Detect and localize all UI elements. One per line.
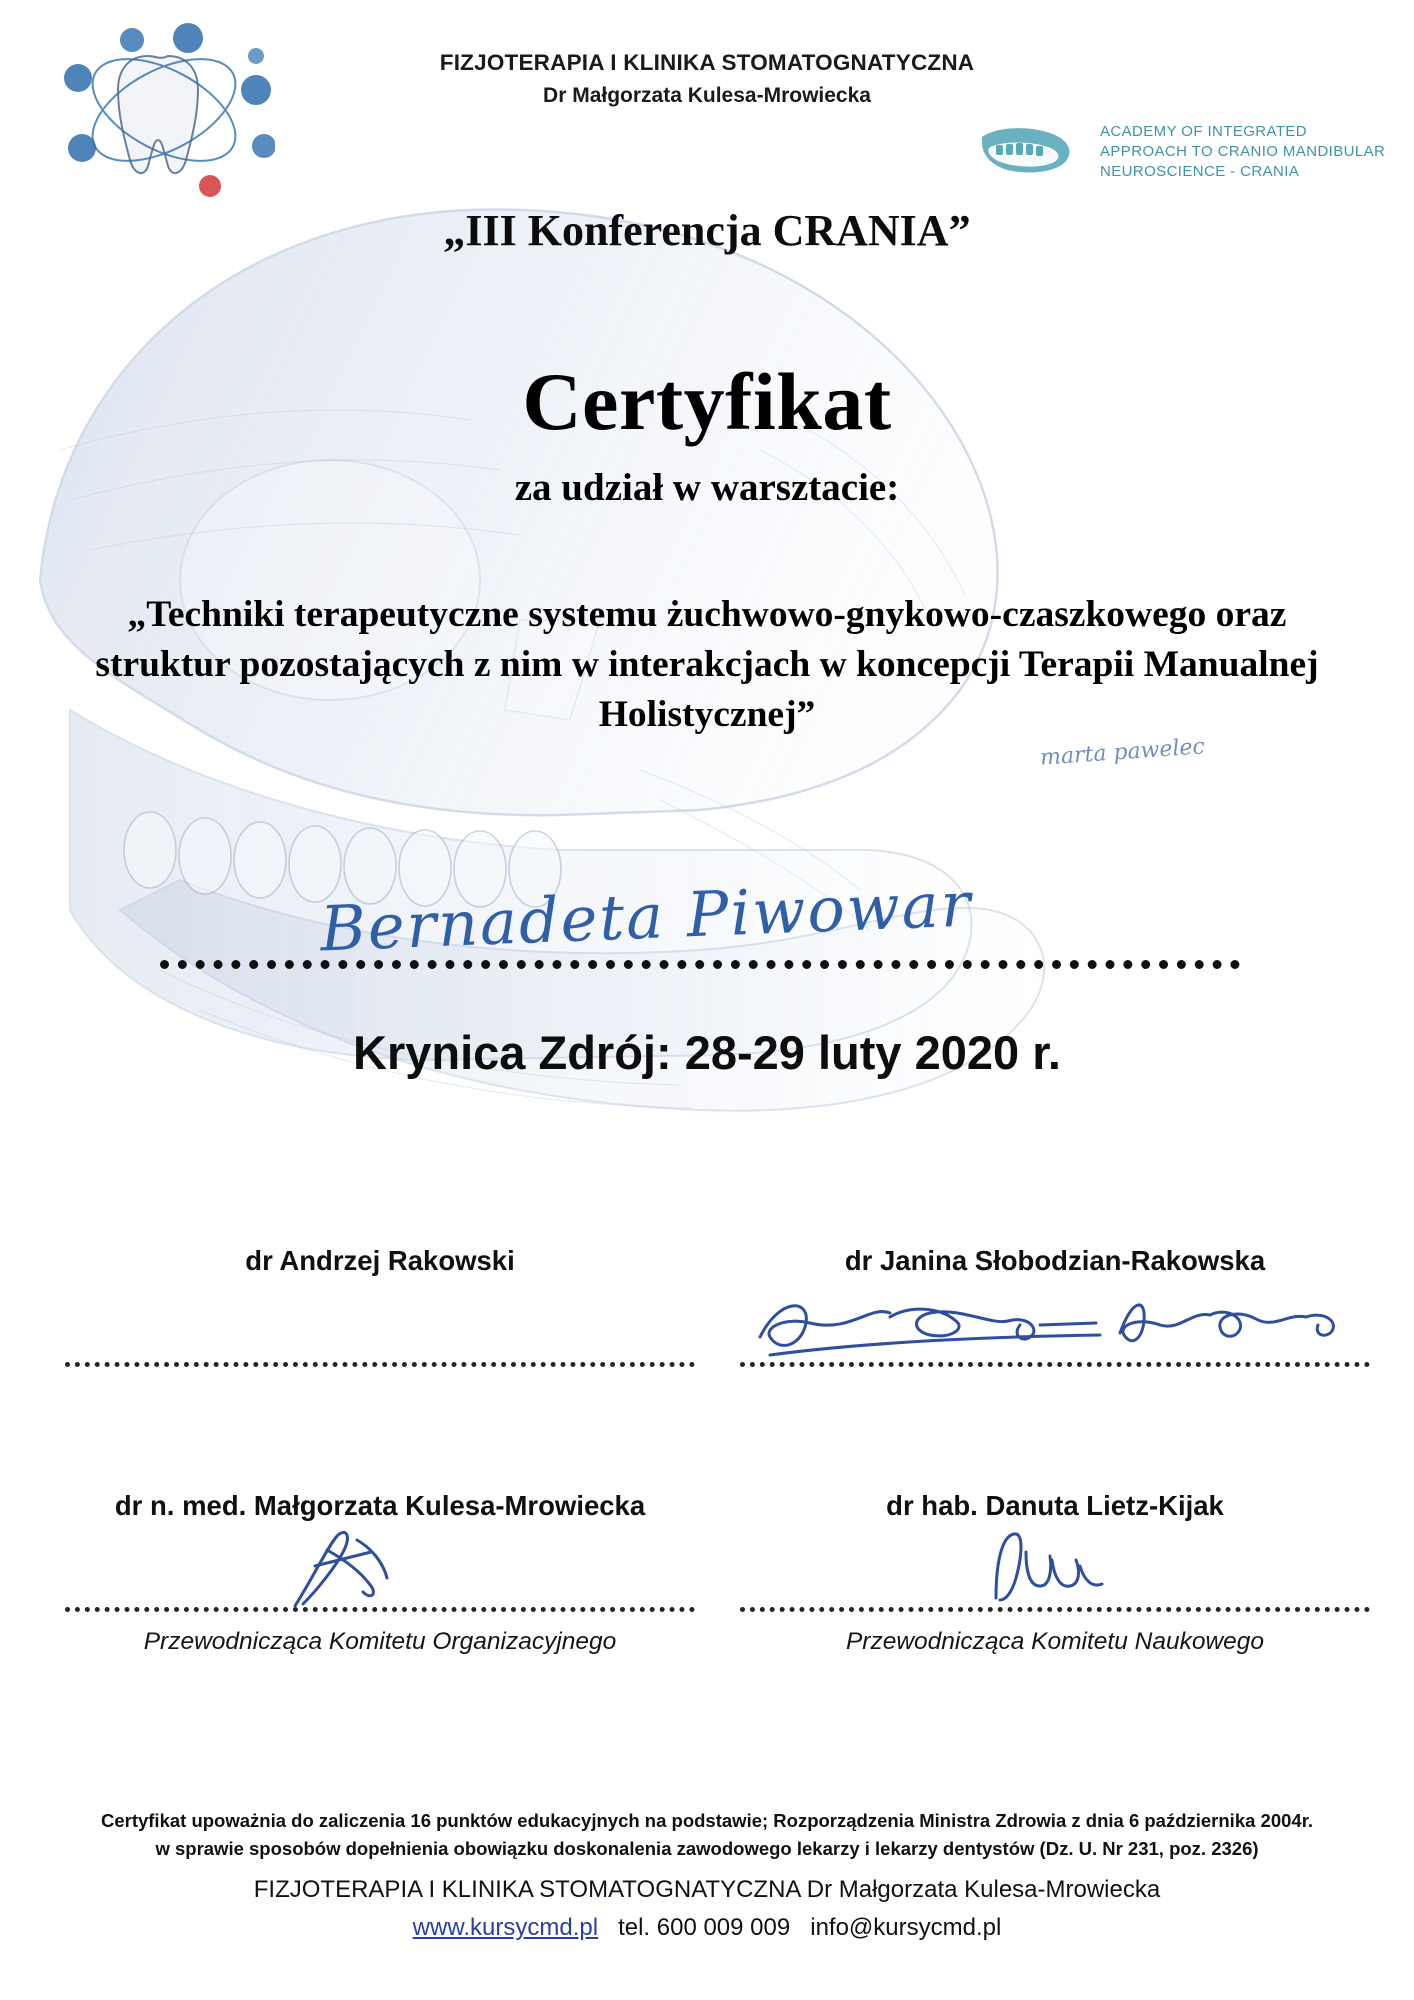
academy-logo-line-2: APPROACH TO CRANIO MANDIBULAR — [1100, 143, 1386, 161]
signature-mark-area — [65, 1277, 695, 1362]
education-points-line-1: Certyfikat upoważnia do zaliczenia 16 punktów edukacyjnych na podstawie; Rozporządzenia Ministra Zdrowia z dnia 6 października 2004r. — [100, 1809, 1314, 1831]
document-footer — [0, 1807, 1414, 1942]
signature-block-slobodzian-rakowska — [740, 1245, 1370, 1383]
academy-logo-line-3: NEUROSCIENCE - CRANIA — [1100, 162, 1300, 180]
handwritten-signature-icon — [740, 1522, 1370, 1614]
signature-dotted-line — [740, 1607, 1370, 1612]
conference-title: „III Konferencja CRANIA” — [443, 206, 971, 255]
signature-dotted-line — [740, 1362, 1370, 1367]
place-and-date: Krynica Zdrój: 28-29 luty 2020 r. — [353, 1026, 1061, 1079]
signature-mark-area — [740, 1522, 1370, 1607]
jaw-icon — [974, 121, 1082, 183]
handwritten-signature-icon — [740, 1277, 1370, 1369]
certificate-subtitle: za udział w warsztacie: — [514, 466, 900, 509]
signature-name: dr n. med. Małgorzata Kulesa-Mrowiecka — [114, 1490, 646, 1521]
participant-dotted-line — [160, 960, 1240, 969]
signature-dotted-line — [65, 1362, 695, 1367]
signatures-section — [0, 1245, 1414, 1705]
signature-role: Przewodnicząca Komitetu Organizacyjnego — [143, 1628, 617, 1655]
participant-name-handwriting: Bernadeta Piwowar — [318, 867, 974, 966]
document-header — [0, 50, 1414, 108]
clinic-line: FIZJOTERAPIA I KLINIKA STOMATOGNATYCZNA Dr Małgorzata Kulesa-Mrowiecka — [253, 1876, 1161, 1903]
academy-logo-line-1: ACADEMY OF INTEGRATED — [1100, 123, 1308, 141]
phone-number: tel. 600 009 009 — [618, 1914, 791, 1941]
workshop-title: „Techniki terapeutyczne systemu żuchwowo-gnykowo-czaszkowego oraz struktur pozostających z nim w interakcjach w koncepcji Terapii Manualnej Holistycznej” — [95, 594, 1319, 735]
signature-block-rakowski — [65, 1245, 695, 1383]
signature-mark-area — [65, 1522, 695, 1607]
academy-logo-text — [1100, 122, 1385, 181]
crania-academy-logo — [974, 112, 1386, 192]
signature-name: dr hab. Danuta Lietz-Kijak — [886, 1490, 1224, 1521]
website-link[interactable]: www.kursycmd.pl — [412, 1914, 599, 1941]
contact-line — [0, 1914, 1414, 1942]
signature-name: dr Janina Słobodzian-Rakowska — [844, 1245, 1266, 1276]
tooth-atom-logo — [60, 18, 275, 203]
email-address[interactable]: info@kursycmd.pl — [810, 1914, 1002, 1941]
signature-role: Przewodnicząca Komitetu Naukowego — [845, 1628, 1265, 1655]
signature-name: dr Andrzej Rakowski — [245, 1245, 515, 1276]
signature-row-top — [0, 1245, 1414, 1460]
signature-mark-area — [740, 1277, 1370, 1362]
signature-dotted-line — [65, 1607, 695, 1612]
handwritten-signature-icon — [65, 1522, 695, 1614]
signature-block-lietz-kijak — [740, 1490, 1370, 1656]
organization-name: FIZJOTERAPIA I KLINIKA STOMATOGNATYCZNA — [439, 50, 975, 75]
signature-block-kulesa-mrowiecka — [65, 1490, 695, 1656]
participant-name-field — [0, 867, 1414, 1010]
certificate-title: Certyfikat — [522, 356, 892, 447]
artwork-artist-signature: marta pawelec — [1039, 734, 1206, 771]
education-points-line-2: w sprawie sposobów dopełnienia obowiązku doskonalenia zawodowego lekarzy i lekarzy dentystów (Dz. U. Nr 231, poz. 2326) — [155, 1838, 1259, 1860]
signature-row-bottom — [0, 1490, 1414, 1705]
organization-director: Dr Małgorzata Kulesa-Mrowiecka — [543, 84, 871, 107]
